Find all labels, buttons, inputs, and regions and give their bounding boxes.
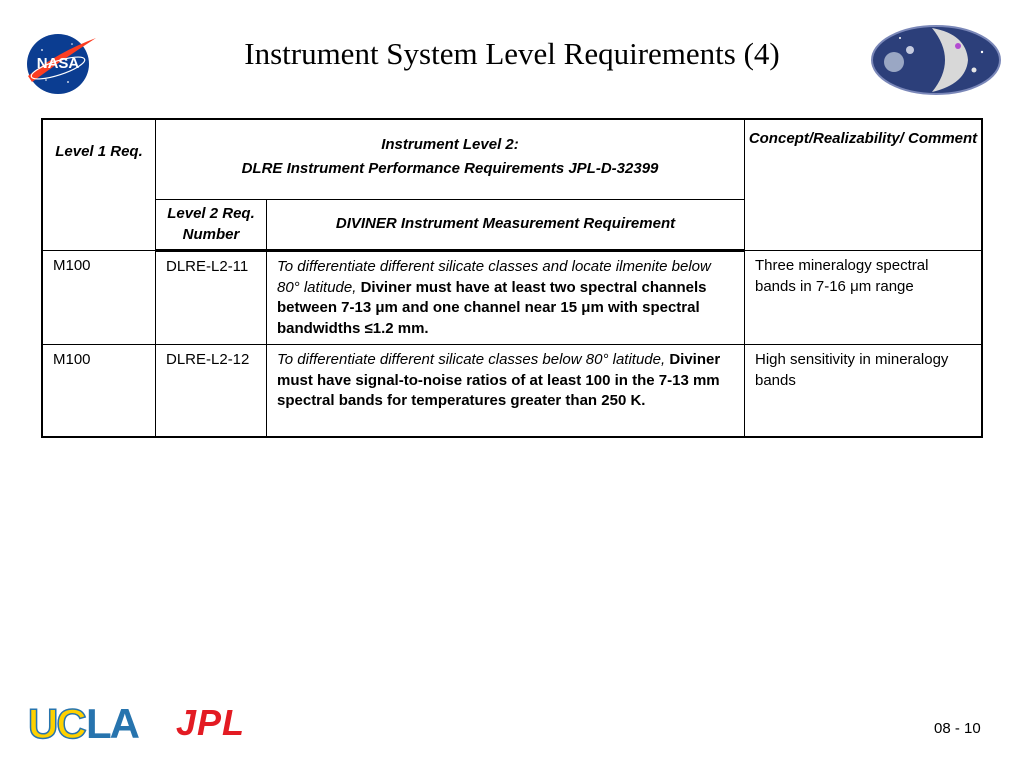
level1-cell: M100 <box>42 345 156 437</box>
level1-cell: M100 <box>42 251 156 345</box>
level2-number-header: Level 2 Req. Number <box>156 200 267 251</box>
jpl-logo <box>176 703 286 739</box>
requirements-table <box>41 118 983 438</box>
requirement-context: To differentiate different silicate classes below 80° latitude, <box>277 351 666 368</box>
requirement-cell <box>267 251 745 345</box>
concept-comment-header: Concept/Realizability/ Comment <box>745 119 983 251</box>
level2-number-cell: DLRE-L2-12 <box>156 345 267 437</box>
requirement-cell <box>267 345 745 437</box>
instrument-level2-header <box>156 119 745 200</box>
table-row <box>42 345 982 437</box>
table-row <box>42 251 982 345</box>
table-header-row-1 <box>42 119 982 200</box>
measurement-header: DIVINER Instrument Measurement Requirement <box>267 200 745 251</box>
requirement-context: To differentiate different silicate classes and locate ilmenite below 80° latitude, <box>277 258 711 296</box>
svg-text:NASA: NASA <box>36 55 80 72</box>
comment-cell: High sensitivity in mineralogy bands <box>745 345 983 437</box>
page-number: 08 - 10 <box>934 720 981 737</box>
lunar-mission-logo <box>870 24 1002 96</box>
level2-number-cell: DLRE-L2-11 <box>156 251 267 345</box>
instrument-level2-subtitle: DLRE Instrument Performance Requirements JPL-D-32399 <box>241 160 659 177</box>
svg-text:LA: LA <box>86 700 138 744</box>
ucla-logo <box>26 700 148 744</box>
requirement-statement: Diviner must have at least two spectral channels between 7-13 μm and one channel near 15 μm with spectral bandwidths ≤1.2 mm. <box>277 278 707 337</box>
slide-title: Instrument System Level Requirements (4) <box>244 36 780 71</box>
requirement-statement: Diviner must have signal-to-noise ratios of at least 100 in the 7-13 mm spectral bands for temperatures greater than 250 K. <box>277 351 721 409</box>
level1-header: Level 1 Req. <box>42 119 156 251</box>
svg-text:JPL: JPL <box>176 703 246 739</box>
comment-cell: Three mineralogy spectral bands in 7-16 μm range <box>745 251 983 345</box>
instrument-level2-title: Instrument Level 2: <box>381 135 519 153</box>
svg-text:UC: UC <box>28 700 85 744</box>
